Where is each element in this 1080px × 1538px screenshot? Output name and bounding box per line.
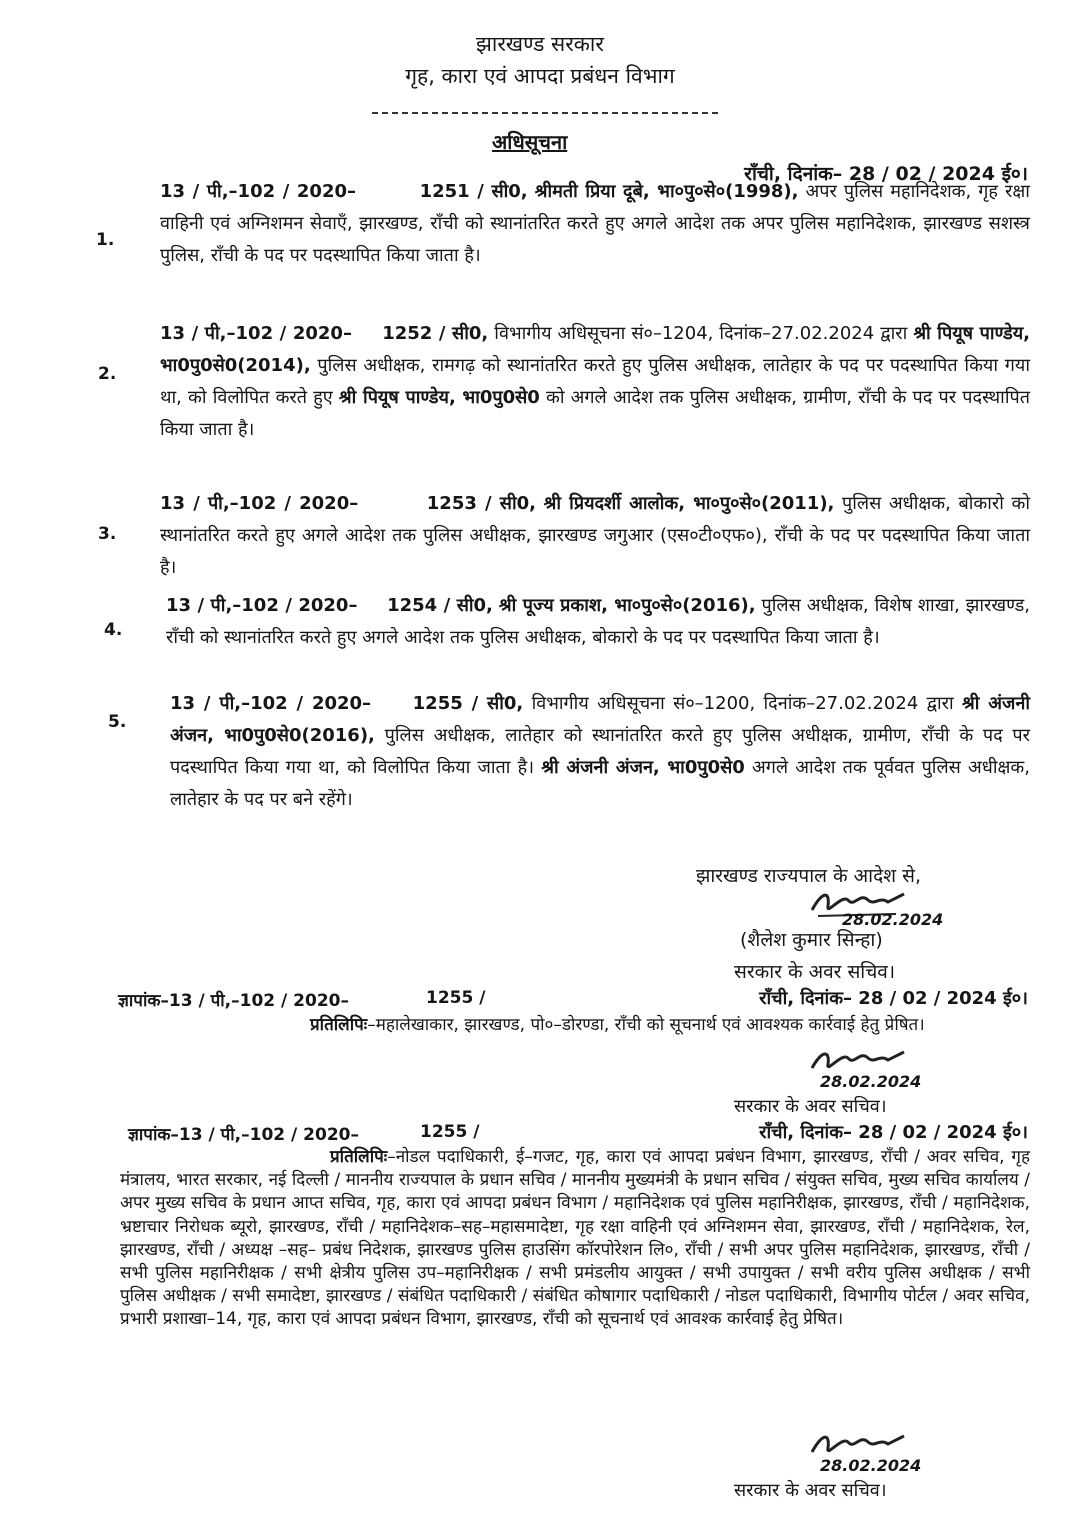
signature-date: 28.02.2024: [820, 1072, 922, 1091]
signatory-name: (शैलेश कुमार सिन्हा): [740, 929, 883, 951]
govt-title: झारखण्ड सरकार: [476, 32, 604, 56]
by-order-text: झारखण्ड राज्यपाल के आदेश से,: [696, 865, 922, 887]
memo-no: 1255 /: [420, 1122, 480, 1142]
signatory-designation: सरकार के अवर सचिव।: [734, 1480, 887, 1501]
item-ref: 13 / पी,–102 / 2020–: [160, 181, 357, 202]
order-item-3: [160, 488, 1030, 584]
item-text: अपर पुलिस महानिदेशक, गृह रक्षा वाहिनी एवं अग्निशमन सेवाएँ, झारखण्ड, राँची को स्थानांतरित करते हुए अगले आदेश तक अपर पुलिस महानिदेशक, झारखण्ड सशस्त्र पुलिस, राँची के पद पर पदस्थापित किया जाता है।: [160, 181, 1030, 266]
copy-text: –नोडल पदाधिकारी, ई–गजट, गृह, कारा एवं आपदा प्रबंधन विभाग, झारखण्ड, राँची / अवर सचिव, गृह मंत्रालय, भारत सरकार, नई दिल्ली / माननीय राज्यपाल के प्रधान सचिव / माननीय मुख्यमंत्री के प्रधान सचिव / संयुक्त सचिव, मुख्य सचिव कार्यालय / अपर मुख्य सचिव के प्रधान आप्त सचिव, गृह, कारा एवं आपदा प्रबंधन विभाग / महानिदेशक एवं पुलिस महानिरीक्षक, झारखण्ड, राँची / महानिदेशक, भ्रष्टाचार निरोधक ब्यूरो, झारखण्ड, राँची / महानिदेशक–सह–महासमादेष्टा, गृह रक्षा वाहिनी एवं अग्निशमन सेवा, झारखण्ड, राँची / महानिदेशक, रेल, झारखण्ड, राँची / अध्यक्ष –सह– प्रबंध निदेशक, झारखण्ड पुलिस हाउसिंग कॉरपोरेशन लि०, राँची / सभी अपर पुलिस महानिदेशक, झारखण्ड, राँची / सभी पुलिस महानिरीक्षक / सभी क्षेत्रीय पुलिस उप–महानिरीक्षक / सभी प्रमंडलीय आयुक्त / सभी उपायुक्त / सभी वरीय पुलिस अधीक्षक / सभी पुलिस अधीक्षक / सभी समादेष्टा, झारखण्ड / संबंधित पदाधिकारी / संबंधित कोषागार पदाधिकारी / नोडल पदाधिकारी, विभागीय पोर्टल / अवर सचिव, प्रभारी प्रशाखा–14, गृह, कारा एवं आपदा प्रबंधन विभाग, झारखण्ड, राँची को सूचनार्थ एवं आवश्क कार्रवाई हेतु प्रेषित।: [120, 1147, 1030, 1330]
item-text: पुलिस अधीक्षक, बोकारो को स्थानांतरित करते हुए अगले आदेश तक पुलिस अधीक्षक, झारखण्ड जगुआर (एस०टी०एफ०), राँची के पद पर पदस्थापित किया जाता है।: [160, 493, 1030, 578]
item-number: 3.: [98, 524, 117, 544]
officer-name-repeat: श्री अंजनी अंजन, भा0पु0से0: [541, 757, 745, 778]
signature-date: 28.02.2024: [820, 1456, 922, 1475]
officer-name: श्री अंजनी अंजन, भा0पु0से0(2016),: [170, 693, 1030, 746]
copy-text: –महालेखाकार, झारखण्ड, पो०–डोरण्डा, राँची को सूचनार्थ एवं आवश्यक कार्रवाई हेतु प्रेषित।: [367, 1015, 925, 1035]
document-title: अधिसूचना: [492, 130, 568, 154]
place-date: राँची, दिनांक– 28 / 02 / 2024 ई०।: [744, 163, 1028, 185]
item-ref: 13 / पी,–102 / 2020–: [166, 595, 358, 616]
officer-name: श्री पियूष पाण्डेय, भा0पु0से0(2014),: [160, 323, 1030, 376]
department-title: गृह, कारा एवं आपदा प्रबंधन विभाग: [405, 64, 675, 88]
order-item-4: [166, 590, 1030, 654]
item-number: 4.: [104, 620, 123, 640]
officer-name: श्री प्रियदर्शी आलोक, भा०पु०से०(2011),: [543, 493, 835, 514]
item-number: 2.: [98, 364, 117, 384]
copy-label: प्रतिलिपिः: [330, 1147, 388, 1167]
signatory-designation: सरकार के अवर सचिव।: [734, 961, 896, 983]
item-reference-text: विभागीय अधिसूचना सं०–1204, दिनांक–27.02.2024 द्वारा: [494, 323, 908, 344]
memo-place-date: राँची, दिनांक– 28 / 02 / 2024 ई०।: [759, 1122, 1028, 1143]
item-order-no: 1251 / सी0,: [419, 181, 528, 202]
item-order-no: 1254 / सी0,: [387, 595, 493, 616]
item-middle-text: पुलिस अधीक्षक, रामगढ़ को स्थानांतरित करते हुए पुलिस अधीक्षक, लातेहार के पद पर पदस्थापित किया गया था, को विलोपित करते हुए: [160, 355, 1030, 408]
memo-place-date: राँची, दिनांक– 28 / 02 / 2024 ई०।: [759, 988, 1028, 1009]
memo-ref: ज्ञापांक–13 / पी,–102 / 2020–: [128, 1125, 359, 1145]
item-middle-text: पुलिस अधीक्षक, लातेहार को स्थानांतरित करते हुए पुलिस अधीक्षक, ग्रामीण, राँची के पद पर पदस्थापित किया गया था, को विलोपित किया जाता है।: [170, 725, 1030, 778]
officer-name: श्रीमती प्रिया दूबे, भा०पु०से०(1998),: [534, 181, 799, 202]
signature-date: 28.02.2024: [842, 910, 944, 929]
item-order-no: 1252 / सी0,: [382, 323, 489, 344]
memo-no: 1255 /: [426, 988, 486, 1008]
order-item-2: [160, 318, 1030, 446]
copy-label: प्रतिलिपिः: [310, 1015, 368, 1035]
header-divider: [372, 112, 718, 114]
item-order-no: 1253 / सी0,: [426, 493, 536, 514]
item-text: पुलिस अधीक्षक, विशेष शाखा, झारखण्ड, राँची को स्थानांतरित करते हुए अगले आदेश तक पुलिस अधीक्षक, बोकारो के पद पर पदस्थापित किया जाता है।: [166, 595, 1030, 648]
item-ref: 13 / पी,–102 / 2020–: [160, 323, 352, 344]
item-number: 1.: [96, 230, 115, 250]
item-text: को अगले आदेश तक पुलिस अधीक्षक, ग्रामीण, राँची के पद पर पदस्थापित किया जाता है।: [160, 387, 1030, 440]
item-reference-text: विभागीय अधिसूचना सं०–1200, दिनांक–27.02.2024 द्वारा: [531, 693, 954, 714]
order-item-5: [170, 688, 1030, 816]
item-ref: 13 / पी,–102 / 2020–: [170, 693, 372, 714]
officer-name: श्री पूज्य प्रकाश, भा०पु०से०(2016),: [498, 595, 756, 616]
order-item-1: [160, 176, 1030, 272]
memo-ref: ज्ञापांक–13 / पी,–102 / 2020–: [118, 991, 349, 1011]
item-number: 5.: [108, 712, 127, 732]
memo-copy-paragraph: [120, 1010, 1030, 1040]
item-order-no: 1255 / सी0,: [412, 693, 524, 714]
item-text: अगले आदेश तक पूर्ववत पुलिस अधीक्षक, लातेहार के पद पर बने रहेंगे।: [170, 757, 1030, 810]
item-ref: 13 / पी,–102 / 2020–: [160, 493, 359, 514]
memo-copy-paragraph: [120, 1146, 1030, 1332]
officer-name-repeat: श्री पियूष पाण्डेय, भा0पु0से0: [338, 387, 540, 408]
signatory-designation: सरकार के अवर सचिव।: [734, 1096, 887, 1117]
